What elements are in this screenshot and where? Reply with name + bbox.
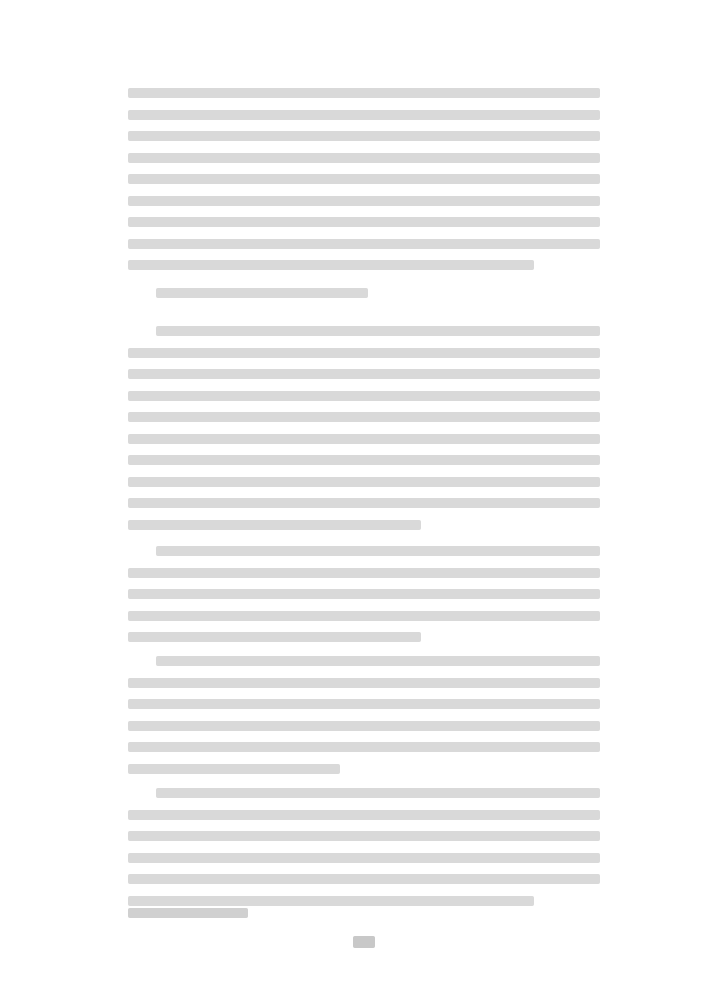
text-line xyxy=(128,110,600,120)
text-line xyxy=(128,810,600,820)
paragraph-6 xyxy=(128,788,600,917)
text-line xyxy=(128,831,600,841)
text-line xyxy=(156,546,600,556)
date-note xyxy=(128,908,248,918)
text-line xyxy=(128,742,600,752)
text-line xyxy=(128,896,534,906)
text-line xyxy=(128,589,600,599)
text-line xyxy=(156,788,600,798)
text-line xyxy=(128,88,600,98)
paragraph-2 xyxy=(128,288,600,310)
text-line xyxy=(156,288,368,298)
text-line xyxy=(128,260,534,270)
text-line xyxy=(128,369,600,379)
paragraph-1 xyxy=(128,88,600,282)
text-line xyxy=(128,853,600,863)
text-line xyxy=(128,477,600,487)
page-number xyxy=(353,936,375,948)
text-line xyxy=(128,611,600,621)
text-line xyxy=(128,196,600,206)
text-line xyxy=(128,632,421,642)
text-line xyxy=(128,874,600,884)
text-line xyxy=(128,391,600,401)
text-line xyxy=(156,326,600,336)
text-line xyxy=(128,498,600,508)
text-line xyxy=(128,721,600,731)
text-line xyxy=(128,217,600,227)
text-line xyxy=(128,699,600,709)
text-line xyxy=(128,678,600,688)
text-line xyxy=(156,656,600,666)
paragraph-3 xyxy=(128,326,600,541)
text-line xyxy=(128,131,600,141)
text-line xyxy=(128,174,600,184)
text-line xyxy=(128,568,600,578)
paragraph-5 xyxy=(128,656,600,785)
text-line xyxy=(128,434,600,444)
paragraph-4 xyxy=(128,546,600,654)
text-line xyxy=(128,520,421,530)
text-line xyxy=(128,153,600,163)
text-line xyxy=(128,764,340,774)
text-line xyxy=(128,455,600,465)
text-line xyxy=(128,412,600,422)
book-page xyxy=(128,88,600,918)
text-line xyxy=(128,348,600,358)
text-line xyxy=(128,239,600,249)
